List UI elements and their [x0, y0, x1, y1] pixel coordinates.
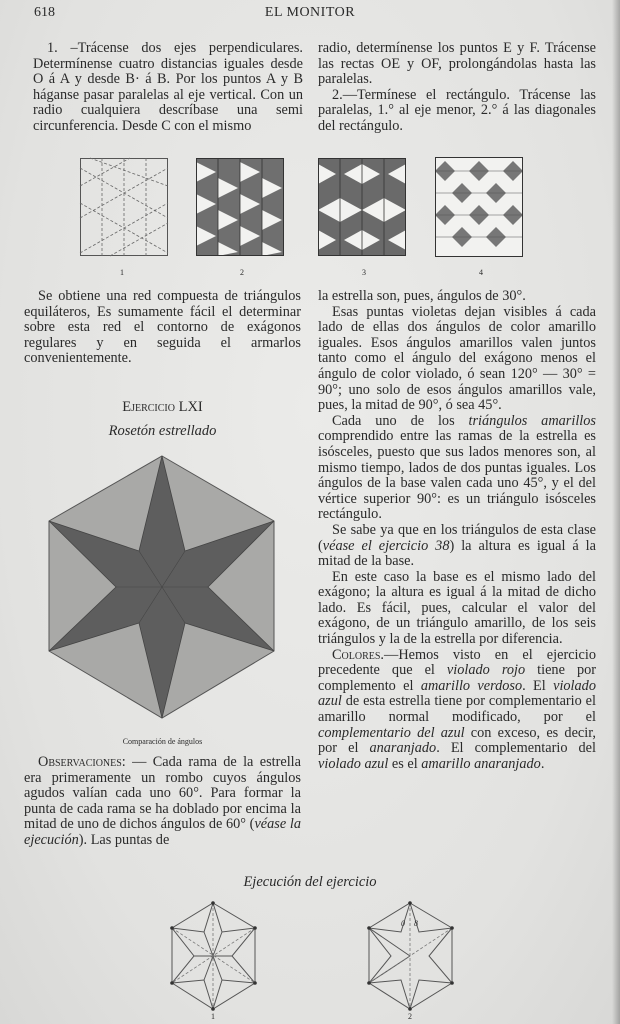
paragraph-step-2: 2.—Termínese el rectángulo. Trácense las paralelas, 1.° al eje menor, 2.° á las diagonales del rectángulo.: [318, 86, 596, 134]
running-title: EL MONITOR: [264, 5, 356, 20]
point-label-8: 8: [414, 919, 418, 928]
execution-title: Ejecución del ejercicio: [243, 874, 377, 890]
observations: Observaciones: — Cada rama de la estrella era primeramente un rombo cuyos ángulos agudos valían cada uno 60°. Para formar la punta de cada rama se ha doblado por encima la mitad de uno de dichos ángulos de 60° (véase la ejecución). Las puntas de: [24, 754, 301, 848]
figure-2-label: 2: [240, 268, 244, 277]
star-rosette-figure: [48, 455, 276, 720]
execution-label-1: 1: [211, 1012, 215, 1021]
figure-4-label: 4: [479, 268, 483, 277]
figure-3-hexagon-pattern: [318, 158, 406, 256]
top-right-column: [318, 41, 596, 135]
page-edge-shadow: [612, 0, 620, 1024]
exercise-label: Ejercicio LXI: [122, 399, 203, 415]
execution-figure-1: [170, 902, 256, 1012]
figure-caption: Comparación de ángulos: [122, 737, 203, 746]
figure-3-label: 3: [362, 268, 366, 277]
execution-figure-2: [367, 902, 453, 1012]
paragraph-triangle-grid: Se obtiene una red compuesta de triángulos equiláteros, Es sumamente fácil el determinar sobre esta red el contorno de exágonos regulares y en seguida el armarlos convenientemente.: [24, 288, 301, 367]
figure-1-triangle-grid: [80, 158, 168, 256]
paragraph-step-1-cont: radio, determínense los puntos E y F. Trácense las rectas OE y OF, prolongándolas hasta las paralelas.: [318, 40, 596, 88]
observations-label: Observaciones:: [38, 754, 126, 770]
figure-4-star-pattern: [435, 157, 523, 257]
figure-2-triangle-pattern: [196, 158, 284, 256]
figure-1-label: 1: [120, 268, 124, 277]
top-left-column: [33, 41, 303, 135]
right-column: la estrella son, pues, ángulos de 30°. Esas puntas violetas dejan visibles á cada lado de ellas dos ángulos de color amarillo iguales. Esos ángulos amarillos valen juntos tanto como el ángulo del exágono menos el ángulo de color violado, ó sean 120° — 30° = 90°; uno solo de esos ángulos amarillos vale, pues, la mitad de 90°, ó sea 45°. Cada uno de los triángulos amarillos comprendido entre las ramas de la estrella es isósceles, puesto que sus lados menores son, al mismo tiempo, lados de dos puntas iguales. Los ángulos de la base valen cada uno 45°, y el del vértice superior 90°: es un triángulo isósceles rectángulo. Se sabe ya que en los triángulos de esta clase (véase el ejercicio 38) la altura es igual á la mitad de la base. En este caso la base es el mismo lado del exágono; la altura es igual á la mitad de dicho lado. Es fácil, pues, calcular el valor del exágono, de un triángulo amarillo, de los seis triángulos y la de la estrella por diferencia. Colores.—Hemos visto en el ejercicio precedente que el violado rojo tiene por complemento el amarillo verdoso. El violado azul de esta estrella tiene por complementario el amarillo normal modificado, por el complementario del azul con exceso, es decir, por el anaranjado. El complementario del violado azul es el amarillo anaranjado.: [318, 288, 596, 772]
page-header: [0, 5, 620, 25]
execution-label-2: 2: [408, 1012, 412, 1021]
page-number: 618: [34, 5, 55, 20]
paragraph-step-1: 1. –Trácense dos ejes perpendiculares. Determínense cuatro distancias iguales desde O á A y desde B· á B. Por los puntos A y B háganse pasar paralelas al eje vertical. Con un radio cualquiera descríbase una semi circunferencia. Desde C con el mismo: [33, 40, 303, 134]
colores-paragraph: Colores.—Hemos visto en el ejercicio precedente que el violado rojo tiene por complemento el amarillo verdoso. El violado azul de esta estrella tiene por complementario el amarillo normal modificado, por el complementario del azul con exceso, es decir, por el anaranjado. El complementario del violado azul es el amarillo anaranjado.: [318, 646, 596, 772]
point-label-0: 0: [401, 919, 405, 928]
exercise-title: Rosetón estrellado: [108, 423, 217, 439]
left-column-intro: [24, 289, 301, 367]
